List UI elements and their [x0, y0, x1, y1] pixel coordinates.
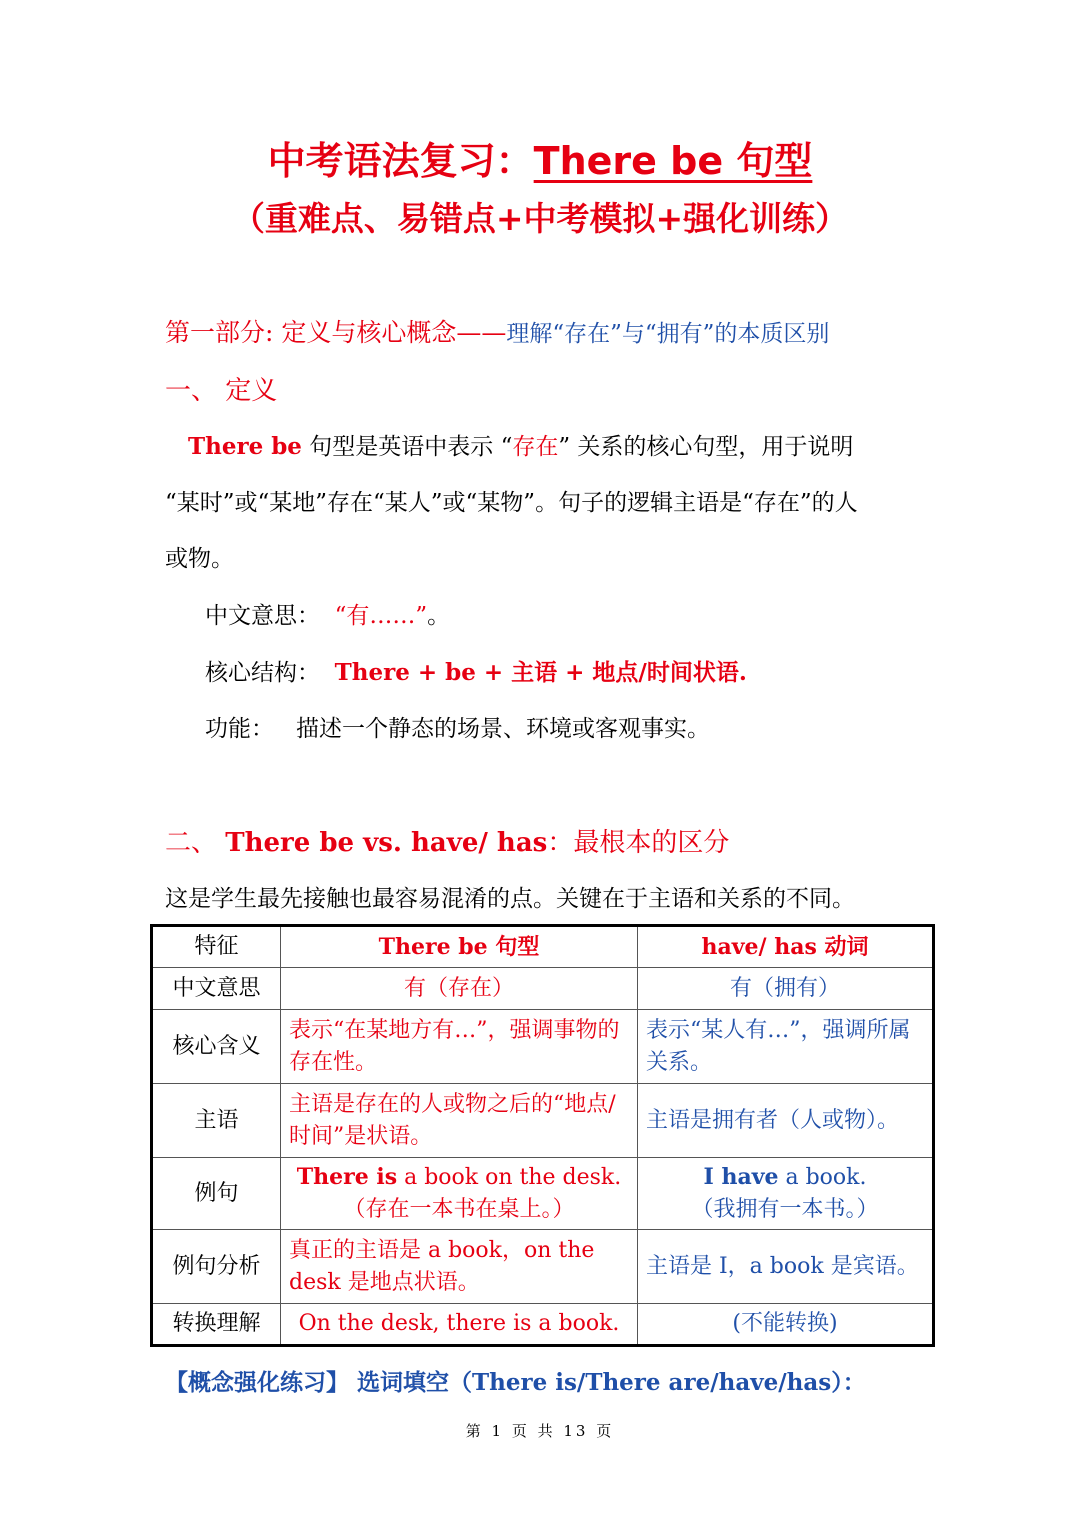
structure-value: There + be + 主语 + 地点/时间状语. — [334, 659, 747, 686]
row-label: 例句分析 — [152, 1230, 281, 1304]
function-row — [205, 710, 710, 743]
table-header: There be 句型 — [281, 926, 638, 968]
have-cell: (不能转换) — [638, 1304, 934, 1346]
row-label: 例句 — [152, 1158, 281, 1230]
there-be-cell: 主语是存在的人或物之后的“地点/时间”是状语。 — [281, 1084, 638, 1158]
title-prefix: 中考语法复习： — [267, 139, 534, 183]
there-be-example-cell: There is a book on the desk. （存在一本书在桌上。） — [281, 1158, 638, 1230]
there-be-cell: On the desk, there is a book. — [281, 1304, 638, 1346]
section2-heading: 二、 There be vs. have/ has：最根本的区分 — [165, 828, 730, 858]
section2-intro: 这是学生最先接触也最容易混淆的点。关键在于主语和关系的不同。 — [165, 886, 855, 912]
definition-line-2: “某时”或“某地”存在“某人”或“某物”。句子的逻辑主语是“存在”的人 — [165, 490, 858, 516]
have-cell: 有（拥有） — [638, 968, 934, 1010]
part-label: 第一部分: 定义与核心概念—— — [165, 318, 507, 347]
table-header-row — [152, 926, 934, 968]
meaning-row: 中文意思： “有……”。 — [205, 603, 451, 629]
meaning-value: “有……” — [334, 603, 428, 629]
section1-heading: 一、 定义 — [165, 376, 278, 406]
table-row — [152, 968, 934, 1010]
definition-line-3: 或物。 — [165, 546, 234, 572]
have-cell: 主语是拥有者（人或物）。 — [638, 1084, 934, 1158]
table-row — [152, 1304, 934, 1346]
there-be-term: There be — [188, 433, 302, 460]
function-label: 功能： — [205, 716, 274, 742]
have-example-cell: I have a book. （我拥有一本书。） — [638, 1158, 934, 1230]
row-label: 主语 — [152, 1084, 281, 1158]
row-label: 转换理解 — [152, 1304, 281, 1346]
structure-label: 核心结构： — [205, 660, 320, 686]
definition-line-1: There be 句型是英语中表示 “存在” 关系的核心句型，用于说明 — [188, 433, 854, 460]
comparison-table — [150, 924, 935, 1347]
row-label: 中文意思 — [152, 968, 281, 1010]
table-row — [152, 1158, 934, 1230]
function-value: 描述一个静态的场景、环境或客观事实。 — [295, 716, 710, 742]
table-row — [152, 1084, 934, 1158]
page-title — [0, 130, 1080, 185]
part-heading — [165, 313, 829, 349]
practice-heading: 【概念强化练习】 选词填空（There is/There are/have/has）： — [165, 1369, 866, 1396]
part-sub: 理解“存在”与“拥有”的本质区别 — [506, 321, 830, 347]
table-row — [152, 1230, 934, 1304]
existence-term: 存在 — [512, 434, 559, 460]
structure-row — [205, 654, 747, 687]
page-number: 第 1 页 共 13 页 — [465, 1422, 615, 1440]
title-underlined: There be 句型 — [533, 139, 813, 183]
table-row — [152, 1010, 934, 1084]
have-cell: 表示“某人有…”，强调所属关系。 — [638, 1010, 934, 1084]
page-subtitle: （重难点、易错点+中考模拟+强化训练） — [231, 199, 849, 238]
there-be-cell: 有（存在） — [281, 968, 638, 1010]
table-header: 特征 — [152, 926, 281, 968]
there-be-cell: 表示“在某地方有…”，强调事物的存在性。 — [281, 1010, 638, 1084]
meaning-label: 中文意思： — [205, 603, 320, 629]
row-label: 核心含义 — [152, 1010, 281, 1084]
have-cell: 主语是 I，a book 是宾语。 — [638, 1230, 934, 1304]
there-be-cell: 真正的主语是 a book，on the desk 是地点状语。 — [281, 1230, 638, 1304]
table-header: have/ has 动词 — [638, 926, 934, 968]
